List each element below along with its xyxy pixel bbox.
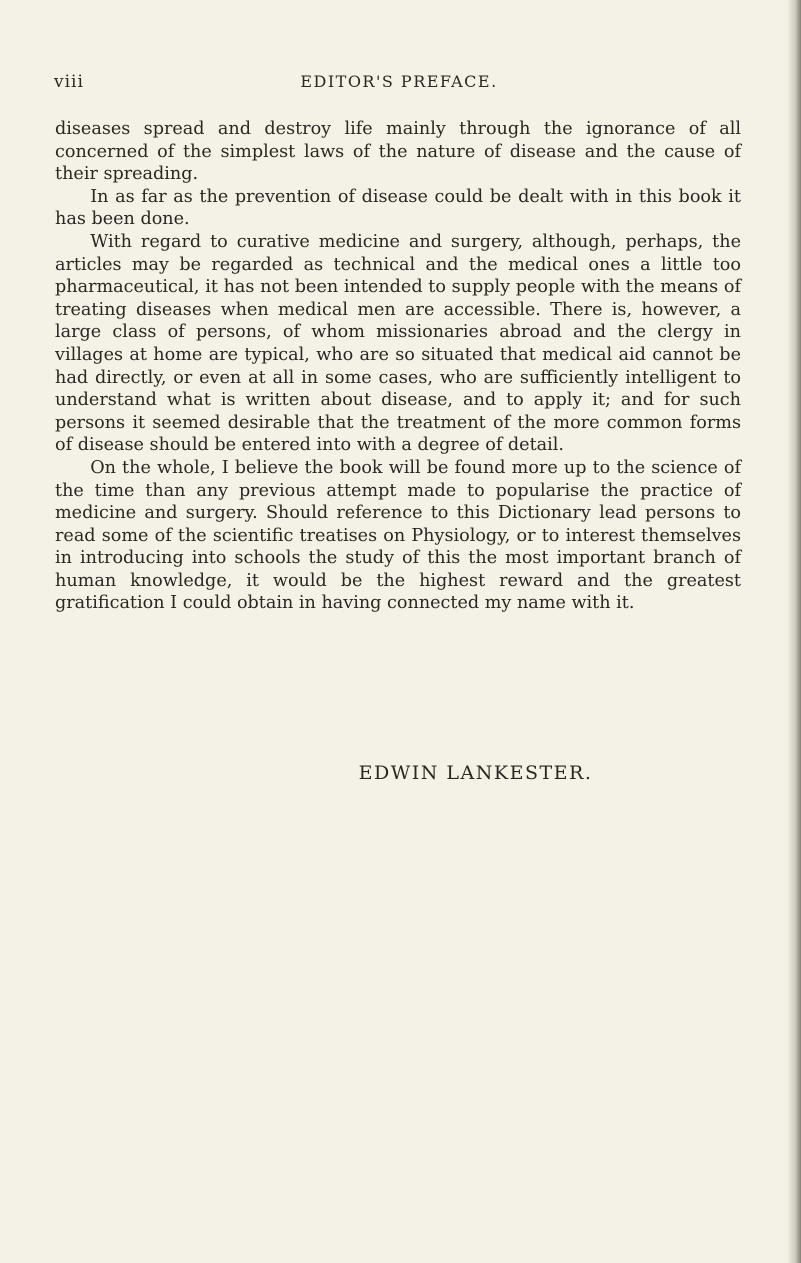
paragraph-curative-medicine: With regard to curative medicine and surgery, although, perhaps, the articles may be regarded as technical and the medical ones a little too pharmaceutical, it has not been intended to supply people with the means of treating diseases when medical men are accessible. There is, however, a large class of persons, of whom missionaries abroad and the clergy in villages at home are typical, who are so situated that medical aid cannot be had directly, or even at all in some cases, who are sufficiently intelligent to understand what is written about disease, and to apply it; and for such persons it seemed desirable that the treatment of the more common forms of disease should be entered into with a degree of detail.	[55, 231, 741, 456]
author-signature: EDWIN LANKESTER.	[358, 762, 593, 784]
running-title: EDITOR'S PREFACE.	[300, 72, 498, 91]
page-header	[54, 72, 744, 96]
paragraph-continuation: diseases spread and destroy life mainly through the ignorance of all concerned of the simplest laws of the nature of disease and the cause of their spreading.	[55, 119, 741, 185]
paragraph-conclusion: On the whole, I believe the book will be found more up to the science of the time than any previous attempt made to popularise the practice of medicine and surgery. Should reference to this Dictionary lead persons to read some of the scientific treatises on Physiology, or to interest themselves in introducing into schools the study of this the most important branch of human knowledge, it would be the highest reward and the greatest gratification I could obtain in having connected my name with it.	[55, 457, 741, 614]
page-number: viii	[54, 72, 84, 92]
preface-body	[55, 118, 741, 615]
page-edge-shadow	[787, 0, 801, 1263]
paragraph-prevention: In as far as the prevention of disease could be dealt with in this book it has been done.	[55, 186, 741, 230]
